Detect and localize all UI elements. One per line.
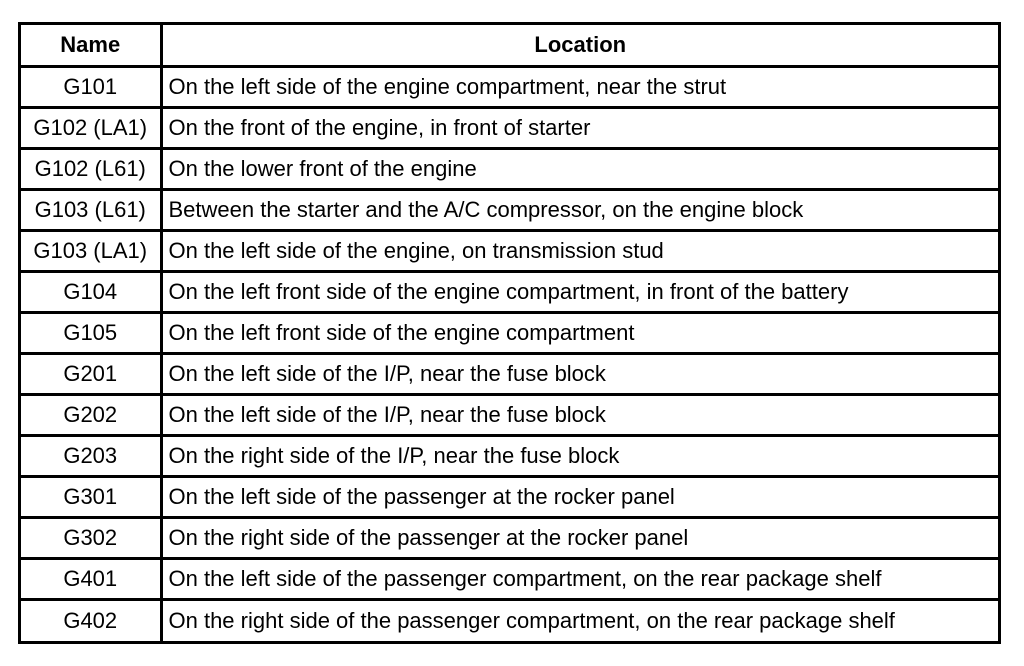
cell-location: On the left side of the I/P, near the fuse block [161,395,998,436]
cell-name: G203 [21,436,161,477]
cell-name: G301 [21,477,161,518]
cell-name: G102 (L61) [21,148,161,189]
table-row [21,436,998,477]
cell-location: On the right side of the passenger at the rocker panel [161,518,998,559]
column-header-name: Name [21,25,161,66]
ground-location-table-frame [18,22,1001,644]
column-header-location: Location [161,25,998,66]
table-row [21,518,998,559]
cell-location: On the left side of the engine compartment, near the strut [161,66,998,107]
cell-location: Between the starter and the A/C compressor, on the engine block [161,189,998,230]
table-row [21,395,998,436]
cell-name: G103 (L61) [21,189,161,230]
cell-location: On the left front side of the engine compartment, in front of the battery [161,271,998,312]
table-row [21,230,998,271]
cell-location: On the left side of the passenger at the rocker panel [161,477,998,518]
table-row [21,66,998,107]
cell-name: G104 [21,271,161,312]
cell-location: On the lower front of the engine [161,148,998,189]
cell-name: G201 [21,353,161,394]
table-row [21,189,998,230]
table-header-row [21,25,998,66]
table-row [21,353,998,394]
cell-location: On the front of the engine, in front of starter [161,107,998,148]
table-row [21,477,998,518]
cell-name: G101 [21,66,161,107]
table-row [21,600,998,641]
cell-location: On the right side of the passenger compartment, on the rear package shelf [161,600,998,641]
cell-location: On the left side of the engine, on transmission stud [161,230,998,271]
cell-name: G102 (LA1) [21,107,161,148]
cell-location: On the left front side of the engine compartment [161,312,998,353]
cell-name: G105 [21,312,161,353]
cell-name: G302 [21,518,161,559]
table-row [21,559,998,600]
cell-name: G402 [21,600,161,641]
cell-name: G202 [21,395,161,436]
cell-location: On the right side of the I/P, near the fuse block [161,436,998,477]
table-row [21,271,998,312]
table-row [21,107,998,148]
cell-name: G103 (LA1) [21,230,161,271]
cell-location: On the left side of the passenger compartment, on the rear package shelf [161,559,998,600]
table-row [21,312,998,353]
cell-location: On the left side of the I/P, near the fuse block [161,353,998,394]
ground-location-table [21,25,998,641]
table-row [21,148,998,189]
cell-name: G401 [21,559,161,600]
